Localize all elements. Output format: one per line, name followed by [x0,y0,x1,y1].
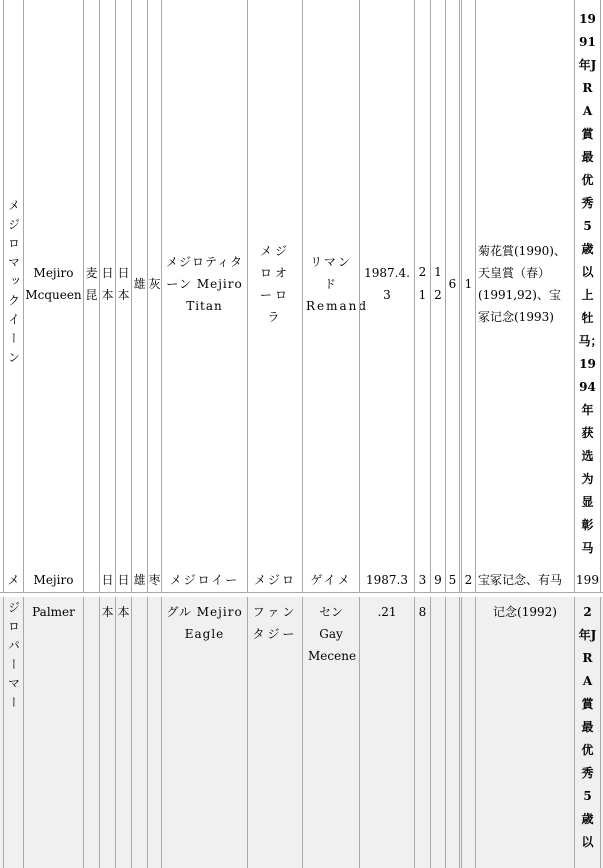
name-ja-text: メジロマックイーン [6,198,21,370]
cell-major-wins [475,0,574,568]
cell-starts [414,0,430,568]
cell-sire [161,0,247,568]
breed-country-text: 日 [101,573,114,587]
cell-birth [359,597,414,868]
major-wins-text: 记念(1992) [493,605,557,619]
thirds-text: 2 [464,573,473,587]
cell-color [147,597,161,868]
thirds-text: 1 [464,277,473,291]
row-divider [0,592,603,593]
table-row [0,597,603,868]
major-wins-text: 宝冢记念、有马 [478,573,563,587]
cell-name-en [23,568,83,592]
dam-text: ファンタジー [252,605,298,641]
cell-origin-country [115,597,131,868]
coat-text: 麦昆 [85,266,98,302]
sire-text: メジロイー [169,573,240,587]
cell-dam [247,597,302,868]
cell-seconds [445,0,459,568]
cell-sire [161,568,247,592]
cell-wins [430,597,445,868]
starts-text: 8 [418,605,427,619]
cell-seconds [445,568,459,592]
name-en-text: Palmer [32,605,75,619]
cell-sex [131,568,147,592]
name-ja-text: ジロパーマー [6,601,21,715]
cell-major-wins [475,568,574,592]
wins-text: 9 [434,573,442,587]
cell-name-ja [3,568,23,592]
cell-breed-country [99,568,115,592]
table-row [0,568,603,592]
cell-breed-country [99,0,115,568]
breed-country-text: 本 [101,605,114,619]
honors-text: 199 [576,573,599,587]
cell-thirds [459,597,475,868]
cell-sex [131,597,147,868]
birth-text: 1987.4.3 [364,266,410,302]
cell-breed-country [99,597,115,868]
cell-sex [131,0,147,568]
cell-honors [574,0,603,568]
cell-starts [414,597,430,868]
cell-origin-country [115,0,131,568]
cell-color [147,0,161,568]
dam-sire-text: リマンド Remand [306,255,369,313]
dam-sire-text: ゲイメ [310,573,352,587]
cell-honors [574,568,600,592]
starts-text: 21 [418,265,427,302]
honors-text: 1991年JRA賞最优秀5歳以上牡马；1994年获选为显彰马 [578,12,603,555]
name-ja-text: メ [7,573,20,587]
cell-coat [83,0,99,568]
cell-major-wins [475,597,574,868]
cell-name-en [23,597,83,868]
cell-thirds [459,568,475,592]
sex-text: 雄 [133,573,146,587]
dam-sire-text: セン Gay Mecene [308,605,357,663]
cell-dam [247,0,302,568]
color-text: 灰 [148,277,161,291]
cell-name-en [23,0,83,568]
origin-country-text: 日本 [117,266,130,302]
cell-dam-sire [302,568,359,592]
cell-name-ja [3,597,23,868]
cell-origin-country [115,568,131,592]
birth-text: .21 [377,605,397,619]
cell-honors [574,597,600,868]
cell-dam [247,568,302,592]
cell-thirds [459,0,475,568]
sire-text: メジロティターン Mejiro Titan [165,255,244,313]
cell-coat [83,597,99,868]
wins-text: 12 [434,265,442,302]
starts-text: 3 [418,573,427,587]
honors-text: 2年JRA賞最优秀5歳以 [578,605,597,849]
cell-birth [359,568,414,592]
birth-text: 1987.3 [366,573,408,587]
cell-dam-sire [302,0,369,568]
name-en-text: Mejiro [33,573,74,587]
seconds-text: 5 [448,573,457,587]
cell-birth [359,0,414,568]
cell-wins [430,568,445,592]
cell-sire [161,597,247,868]
major-wins-text: 菊花賞(1990)、天皇賞（春）(1991,92)、宝冢记念(1993) [478,244,566,324]
dam-text: メジロオーロラ [259,244,290,324]
color-text: 枣 [148,573,161,587]
origin-country-text: 日 [117,573,130,587]
name-en-text: Mejiro Mcqueen [25,266,82,302]
breed-country-text: 日本 [101,266,114,302]
sex-text: 雄 [133,277,146,291]
cell-dam-sire [302,597,359,868]
dam-text: メジロ [253,573,296,587]
cell-coat [83,568,99,592]
seconds-text: 6 [448,277,457,291]
cell-name-ja [3,0,23,568]
cell-seconds [445,597,459,868]
cell-wins [430,0,445,568]
cell-color [147,568,161,592]
sire-text: グル Mejiro Eagle [166,605,243,641]
origin-country-text: 本 [117,605,130,619]
cell-starts [414,568,430,592]
